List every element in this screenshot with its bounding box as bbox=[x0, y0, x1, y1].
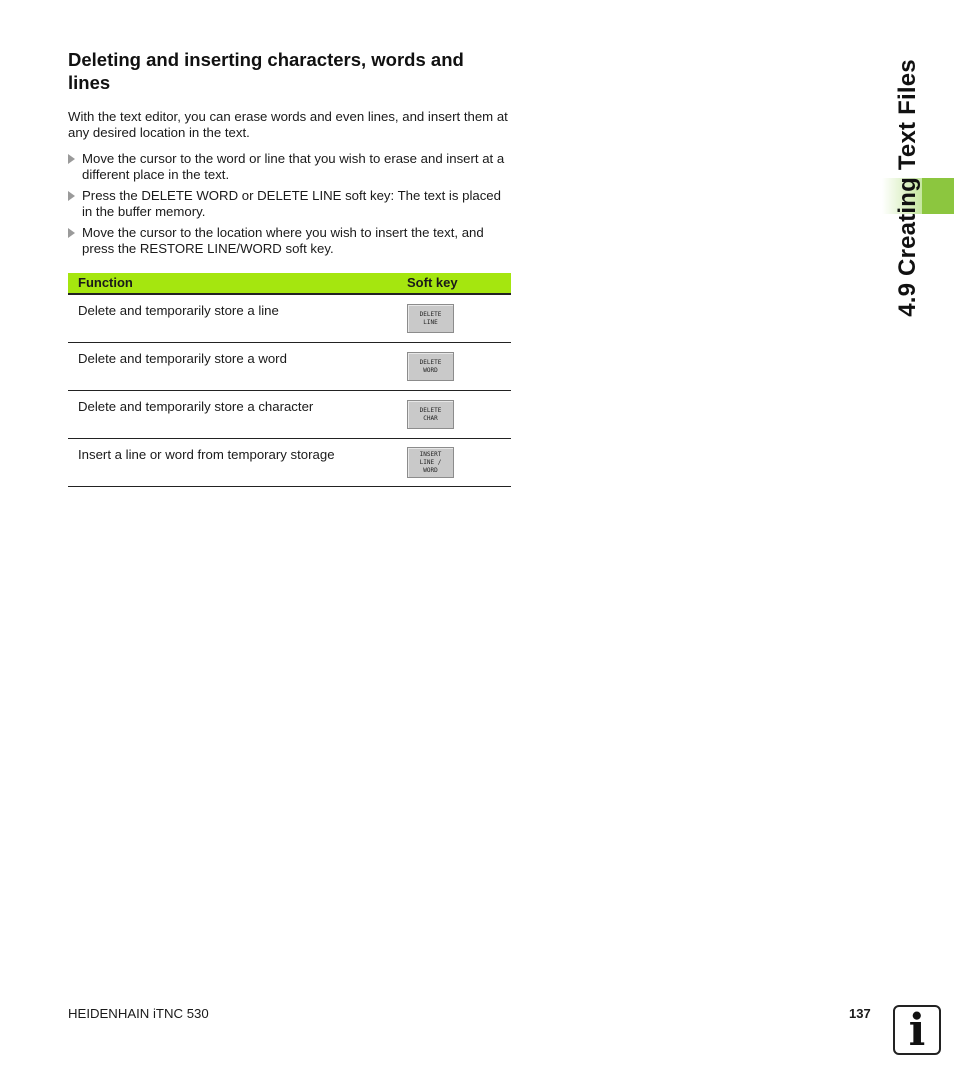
function-text: Delete and temporarily store a line bbox=[78, 303, 279, 318]
softkey-line: DELETE bbox=[419, 310, 442, 318]
softkey-line: CHAR bbox=[423, 414, 438, 422]
step-text: Move the cursor to the word or line that you wish to erase and insert at a different place in the text. bbox=[82, 151, 505, 182]
table-row bbox=[68, 391, 511, 439]
softkey-line: DELETE bbox=[419, 406, 442, 414]
table-header bbox=[68, 273, 511, 295]
softkey-table bbox=[68, 273, 511, 487]
softkey-line: LINE / bbox=[419, 458, 442, 466]
header-softkey: Soft key bbox=[407, 275, 458, 290]
arrow-right-icon bbox=[68, 228, 75, 238]
arrow-right-icon bbox=[68, 191, 75, 201]
page-number: 137 bbox=[849, 1006, 871, 1021]
softkey-line: DELETE bbox=[419, 358, 442, 366]
step-text: Move the cursor to the location where you wish to insert the text, and press the RESTORE LINE/WORD soft key. bbox=[82, 225, 484, 256]
delete-word-softkey[interactable] bbox=[407, 352, 454, 381]
delete-line-softkey[interactable] bbox=[407, 304, 454, 333]
section-heading: Deleting and inserting characters, words and lines bbox=[68, 49, 464, 93]
softkey-line: WORD bbox=[423, 366, 438, 374]
step-list bbox=[68, 151, 510, 262]
softkey-line: WORD bbox=[423, 466, 438, 474]
table-row bbox=[68, 439, 511, 487]
intro-paragraph: With the text editor, you can erase words and even lines, and insert them at any desired location in the text. bbox=[68, 109, 508, 140]
softkey-line: INSERT bbox=[419, 450, 442, 458]
arrow-right-icon bbox=[68, 154, 75, 164]
info-icon: i bbox=[893, 1005, 941, 1055]
step-item bbox=[68, 188, 510, 220]
function-text: Delete and temporarily store a character bbox=[78, 399, 314, 414]
step-item bbox=[68, 225, 510, 257]
step-text: Press the DELETE WORD or DELETE LINE soft key: The text is placed in the buffer memory. bbox=[82, 188, 501, 219]
function-text: Delete and temporarily store a word bbox=[78, 351, 287, 366]
function-text: Insert a line or word from temporary storage bbox=[78, 447, 335, 462]
delete-char-softkey[interactable] bbox=[407, 400, 454, 429]
header-function: Function bbox=[78, 275, 133, 290]
table-row bbox=[68, 343, 511, 391]
insert-line-word-softkey[interactable] bbox=[407, 447, 454, 478]
softkey-line: LINE bbox=[423, 318, 438, 326]
table-row bbox=[68, 295, 511, 343]
footer-product-name: HEIDENHAIN iTNC 530 bbox=[68, 1006, 209, 1021]
section-side-title: 4.9 Creating Text Files bbox=[894, 59, 921, 317]
step-item bbox=[68, 151, 510, 183]
